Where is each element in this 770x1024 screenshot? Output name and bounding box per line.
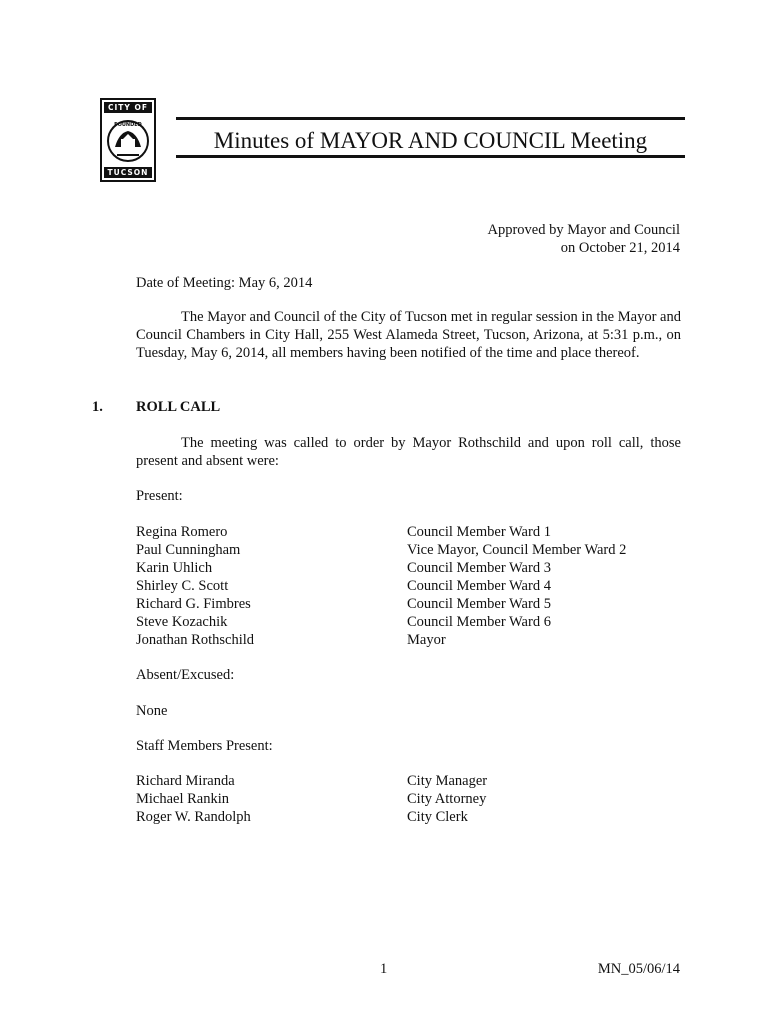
page-title: Minutes of MAYOR AND COUNCIL Meeting xyxy=(213,128,648,153)
meeting-date: Date of Meeting: May 6, 2014 xyxy=(136,275,313,291)
section-title: ROLL CALL xyxy=(136,399,221,415)
member-name: Shirley C. Scott xyxy=(136,578,229,594)
title-rule-bottom xyxy=(176,155,685,158)
staff-name: Richard Miranda xyxy=(136,773,235,789)
approval-line-1: Approved by Mayor and Council xyxy=(487,222,680,238)
staff-label: Staff Members Present: xyxy=(136,738,273,754)
list-item xyxy=(136,595,681,613)
list-item xyxy=(136,559,681,577)
staff-role: City Clerk xyxy=(407,809,468,825)
list-item xyxy=(136,790,681,808)
staff-members-list xyxy=(136,772,681,826)
page-number: 1 xyxy=(380,961,388,977)
city-seal-logo xyxy=(100,98,156,182)
member-role: Council Member Ward 5 xyxy=(407,596,551,612)
member-name: Karin Uhlich xyxy=(136,560,213,576)
present-members-list xyxy=(136,523,681,649)
seal-text: FOUNDED xyxy=(114,122,142,128)
seal-emblem-icon xyxy=(105,115,151,167)
logo-bottom-text: TUCSON xyxy=(104,167,152,178)
staff-name: Michael Rankin xyxy=(136,791,230,807)
title-rule-top xyxy=(176,117,685,120)
absent-label: Absent/Excused: xyxy=(136,667,235,683)
document-code: MN_05/06/14 xyxy=(597,961,680,977)
staff-name: Roger W. Randolph xyxy=(136,809,251,825)
staff-role: City Attorney xyxy=(407,791,487,807)
member-name: Regina Romero xyxy=(136,524,228,540)
member-name: Richard G. Fimbres xyxy=(136,596,251,612)
list-item xyxy=(136,613,681,631)
member-name: Steve Kozachik xyxy=(136,614,228,630)
member-role: Council Member Ward 6 xyxy=(407,614,551,630)
member-role: Mayor xyxy=(407,632,446,648)
list-item xyxy=(136,772,681,790)
absent-value: None xyxy=(136,703,168,719)
member-role: Council Member Ward 1 xyxy=(407,524,551,540)
list-item xyxy=(136,523,681,541)
present-label: Present: xyxy=(136,488,183,504)
member-name: Paul Cunningham xyxy=(136,542,241,558)
list-item xyxy=(136,631,681,649)
approval-note xyxy=(488,221,681,257)
list-item xyxy=(136,808,681,826)
member-role: Vice Mayor, Council Member Ward 2 xyxy=(407,542,627,558)
list-item xyxy=(136,541,681,559)
member-role: Council Member Ward 4 xyxy=(407,578,551,594)
section-number: 1. xyxy=(92,399,103,415)
logo-top-text: CITY OF xyxy=(104,102,152,113)
staff-role: City Manager xyxy=(407,773,488,789)
member-role: Council Member Ward 3 xyxy=(407,560,551,576)
roll-call-paragraph: The meeting was called to order by Mayor Rothschild and upon roll call, those present and absent were: xyxy=(136,435,681,469)
member-name: Jonathan Rothschild xyxy=(136,632,255,648)
approval-line-2: on October 21, 2014 xyxy=(560,240,680,256)
list-item xyxy=(136,577,681,595)
intro-paragraph: The Mayor and Council of the City of Tucson met in regular session in the Mayor and Council Chambers in City Hall, 255 West Alameda Street, Tucson, Arizona, at 5:31 p.m., on Tuesday, May 6, 2014, all members having been notified of the time and place thereof. xyxy=(136,309,681,361)
